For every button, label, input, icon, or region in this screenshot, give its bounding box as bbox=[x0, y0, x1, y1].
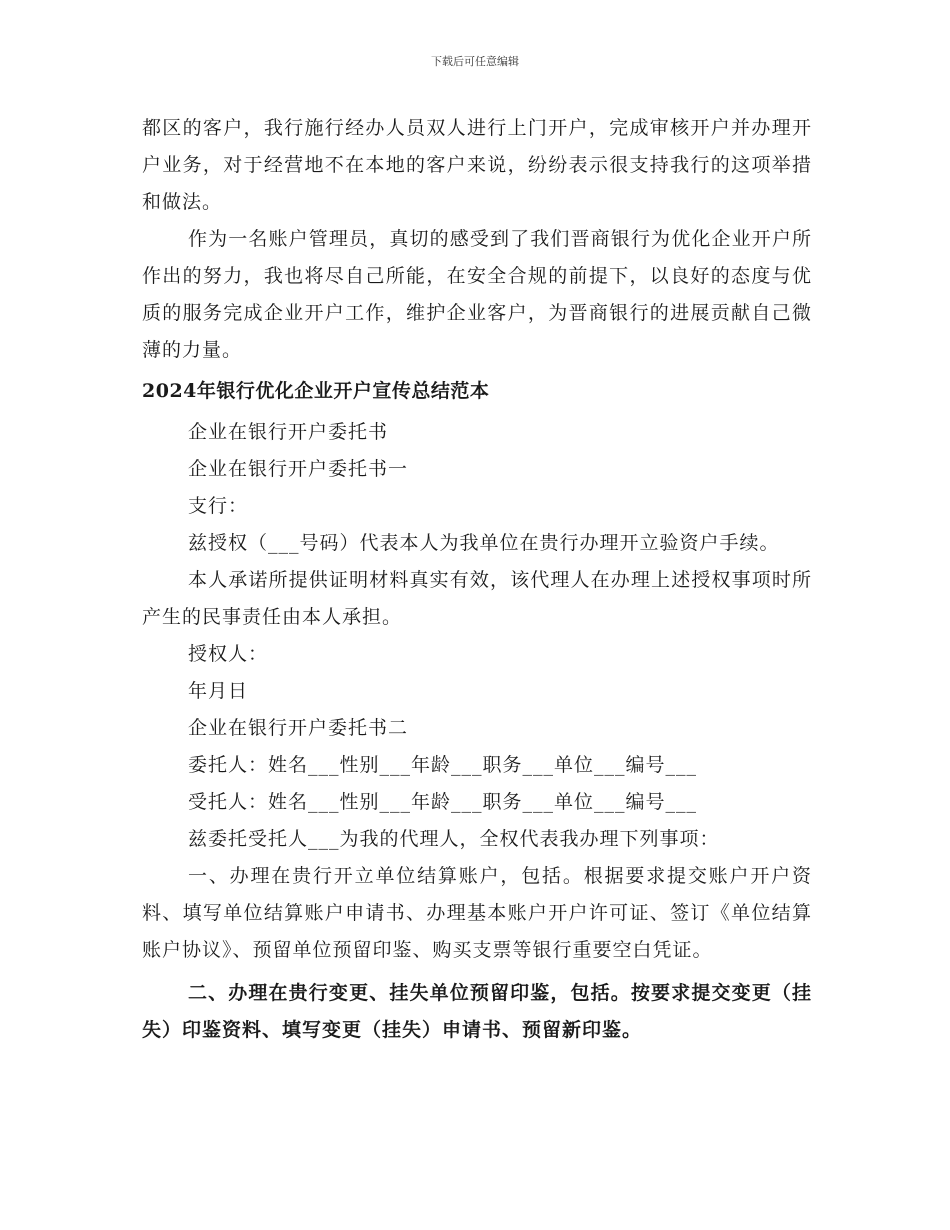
body-line: 委托人：姓名___性别___年龄___职务___单位___编号___ bbox=[188, 754, 698, 776]
paragraph-continued: 都区的客户，我行施行经办人员双人进行上门开户，完成审核开户并办理开户业务，对于经营地不在本地的客户来说，纷纷表示很支持我行的这项举措和做法。 bbox=[142, 117, 812, 213]
bold-paragraph: 二、办理在贵行变更、挂失单位预留印鉴，包括。按要求提交变更（挂失）印鉴资料、填写变更（挂失）申请书、预留新印鉴。 bbox=[142, 982, 812, 1041]
body-line: 兹委托受托人___为我的代理人，全权代表我办理下列事项： bbox=[188, 828, 720, 850]
body-line: 授权人： bbox=[188, 643, 269, 665]
document-body bbox=[142, 110, 812, 1049]
body-line: 兹授权（___号码）代表本人为我单位在贵行办理开立验资户手续。 bbox=[188, 532, 780, 554]
body-line: 本人承诺所提供证明材料真实有效，该代理人在办理上述授权事项时所产生的民事责任由本人承担。 bbox=[142, 569, 812, 628]
body-line: 受托人：姓名___性别___年龄___职务___单位___编号___ bbox=[188, 791, 698, 813]
body-line: 年月日 bbox=[188, 680, 249, 702]
paragraph-account-manager: 作为一名账户管理员，真切的感受到了我们晋商银行为优化企业开户所作出的努力，我也将尽自己所能，在安全合规的前提下，以良好的态度与优质的服务完成企业开户工作，维护企业客户，为晋商银行的进展贡献自己微薄的力量。 bbox=[142, 228, 812, 361]
body-line: 支行： bbox=[188, 495, 249, 517]
body-line: 企业在银行开户委托书二 bbox=[188, 717, 409, 739]
body-line: 企业在银行开户委托书 bbox=[188, 421, 389, 443]
page-header: 下载后可任意编辑 bbox=[431, 55, 519, 68]
document-title: 2024年银行优化企业开户宣传总结范本 bbox=[142, 380, 490, 402]
body-line: 企业在银行开户委托书一 bbox=[188, 458, 409, 480]
body-line: 一、办理在贵行开立单位结算账户，包括。根据要求提交账户开户资料、填写单位结算账户申请书、办理基本账户开户许可证、签订《单位结算账户协议》、预留单位预留印鉴、购买支票等银行重要空白凭证。 bbox=[142, 865, 812, 961]
